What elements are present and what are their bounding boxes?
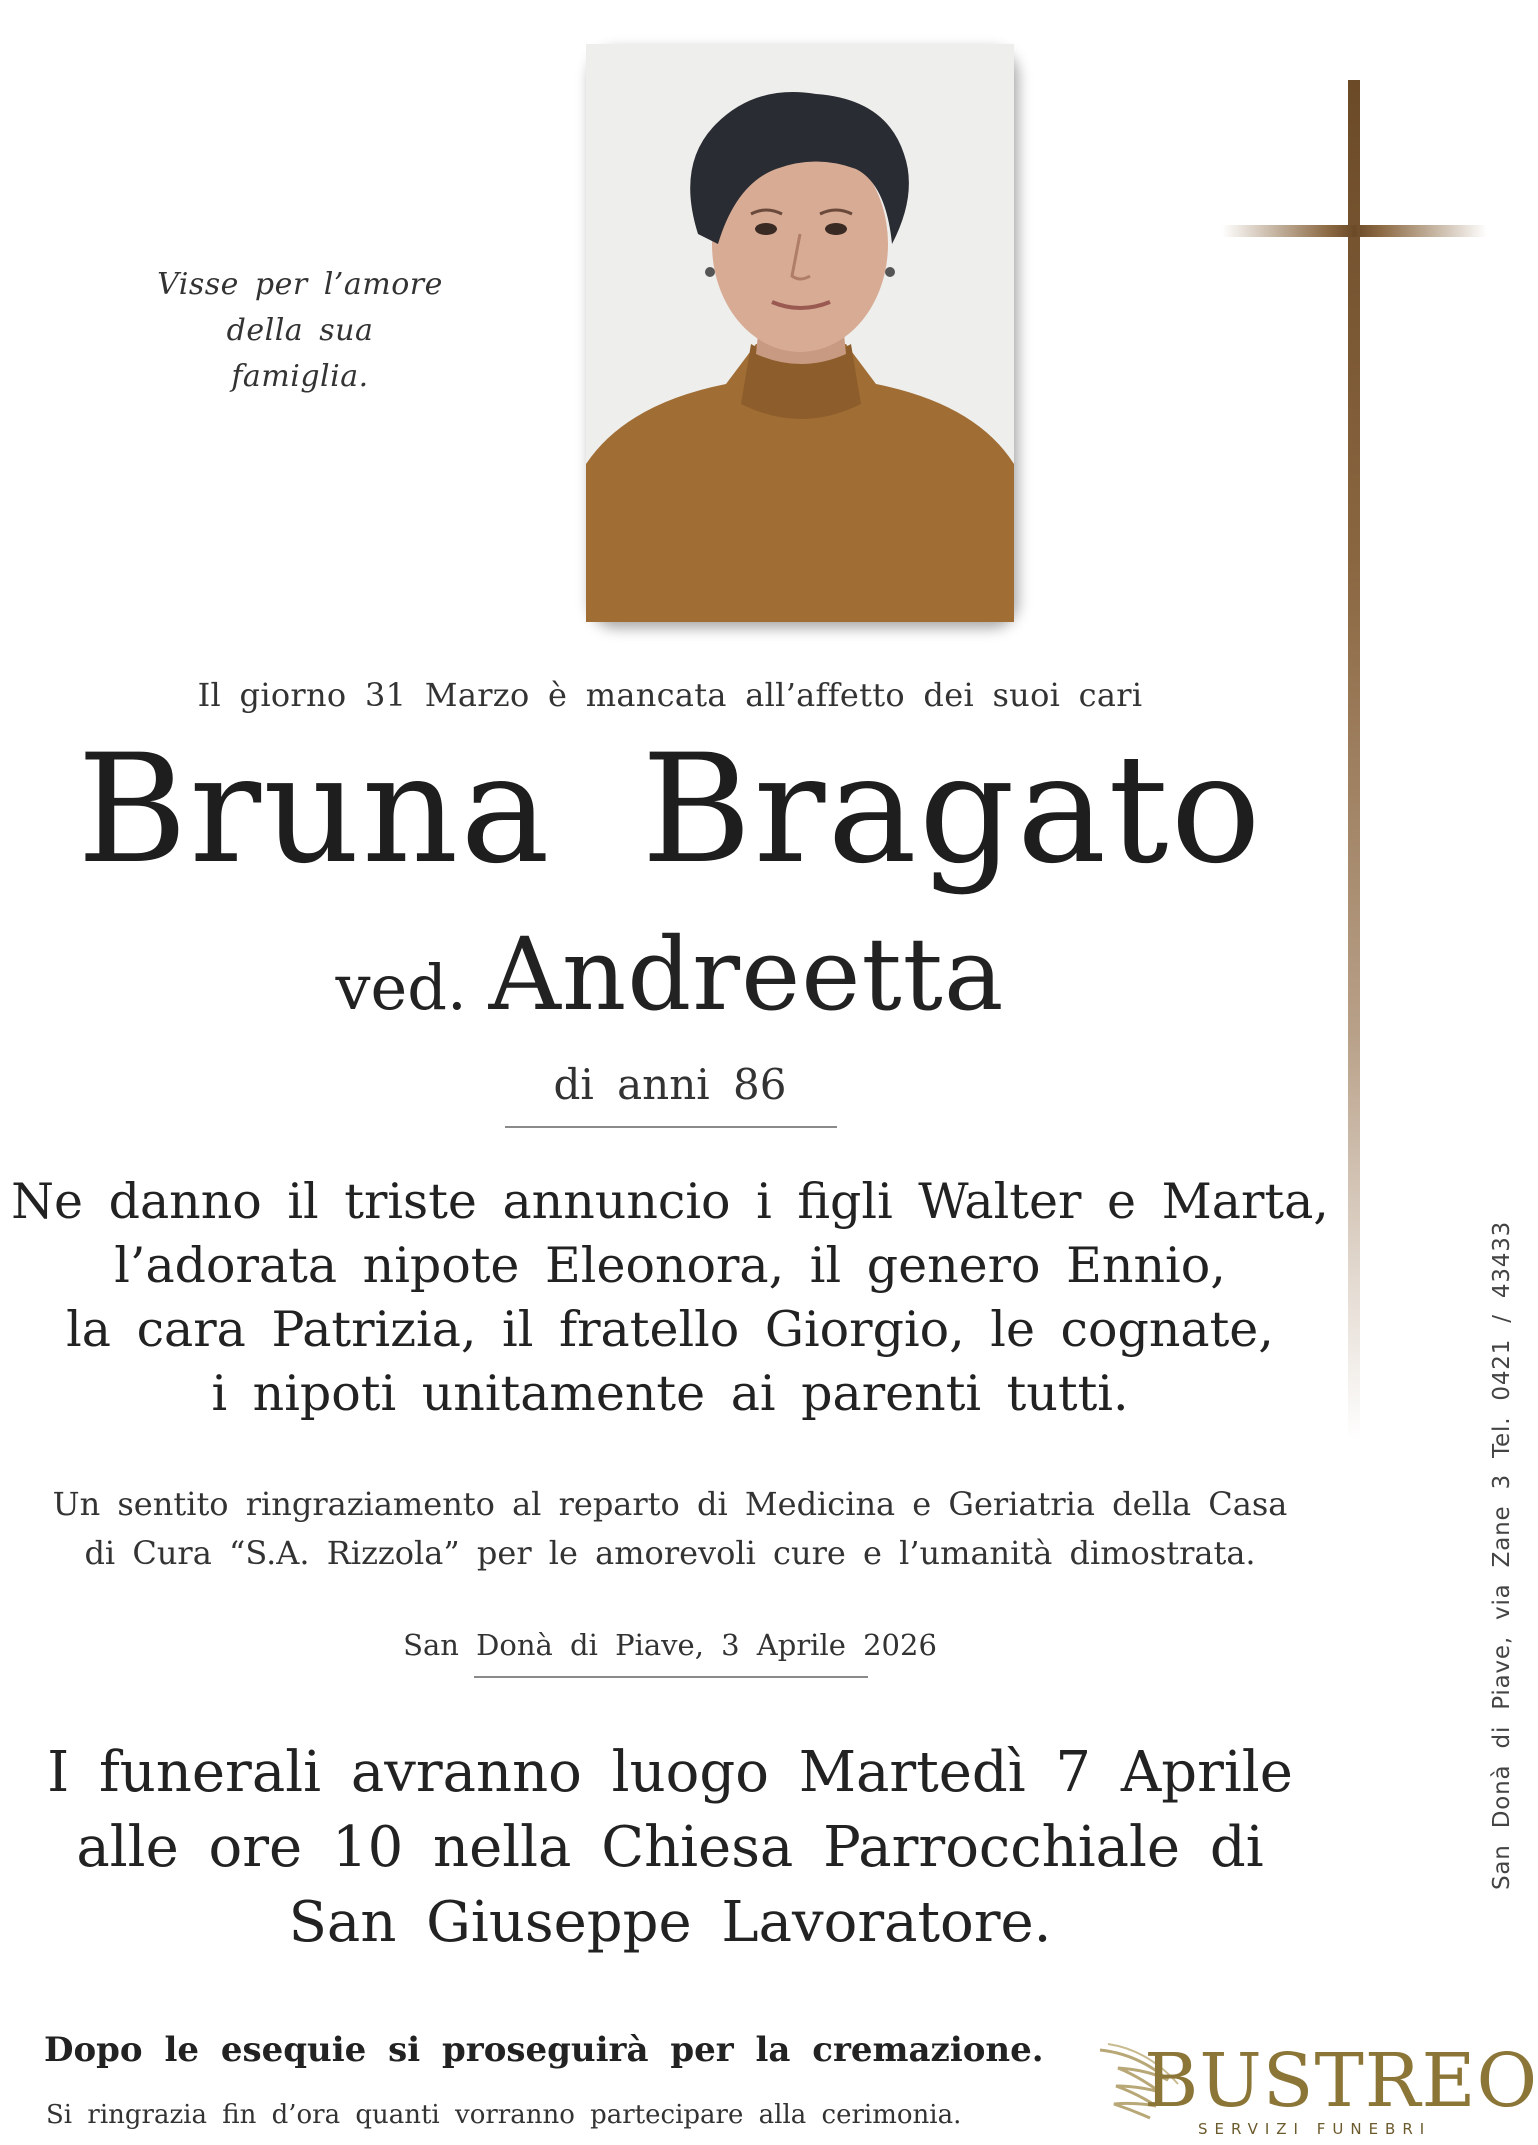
mourners-line: l’adorata nipote Eleonora, il genero Ennio, — [114, 1237, 1226, 1294]
thanks-paragraph — [0, 1480, 1340, 1578]
logo-subtitle: SERVIZI FUNEBRI — [1198, 2120, 1432, 2138]
married-surname: Andreetta — [488, 916, 1005, 1033]
thanks-note: Si ringrazia fin d’ora quanti vorranno partecipare alla cerimonia. — [46, 2100, 962, 2130]
mourners-line: i nipoti unitamente ai parenti tutti. — [211, 1365, 1129, 1422]
epitaph-line-2: della sua famiglia. — [226, 313, 374, 394]
mourners-list — [0, 1170, 1340, 1426]
cremation-notice: Dopo le esequie si proseguirà per la cremazione. — [44, 2030, 1044, 2070]
cross-horizontal-icon — [1222, 225, 1487, 237]
bustreo-logo — [1098, 2038, 1538, 2140]
age-line: di anni 86 — [553, 1060, 787, 1109]
logo-name: BUSTREO — [1144, 2038, 1538, 2124]
epitaph-quote — [150, 262, 450, 400]
place-date: San Donà di Piave, 3 Aprile 2026 — [403, 1628, 937, 1662]
funeral-line: alle ore 10 nella Chiesa Parrocchiale di — [76, 1815, 1264, 1880]
portrait-photo — [586, 44, 1014, 622]
mourners-line: la cara Patrizia, il fratello Giorgio, le cognate, — [66, 1301, 1274, 1358]
deceased-name: Bruna Bragato — [77, 723, 1263, 897]
cross-vertical-icon — [1348, 80, 1360, 1440]
portrait-illustration — [586, 44, 1014, 622]
widow-prefix: ved. — [335, 951, 467, 1024]
widow-line — [0, 916, 1340, 1059]
mourners-line: Ne danno il triste annuncio i figli Walter e Marta, — [11, 1173, 1329, 1230]
thanks-line: Un sentito ringraziamento al reparto di Medicina e Geriatria della Casa — [52, 1485, 1288, 1523]
divider — [474, 1676, 868, 1678]
divider — [505, 1126, 837, 1128]
thanks-line: di Cura “S.A. Rizzola” per le amorevoli cure e l’umanità dimostrata. — [84, 1534, 1256, 1572]
funeral-line: I funerali avranno luogo Martedì 7 Aprile — [47, 1740, 1293, 1805]
epitaph-line-1: Visse per l’amore — [157, 267, 443, 302]
death-announcement: Il giorno 31 Marzo è mancata all’affetto dei suoi cari — [197, 676, 1143, 714]
funeral-details — [0, 1735, 1340, 1960]
funeral-line: San Giuseppe Lavoratore. — [288, 1890, 1052, 1955]
funeral-home-contact: San Donà di Piave, via Zane 3 Tel. 0421 / 43433 — [1489, 1220, 1515, 1890]
